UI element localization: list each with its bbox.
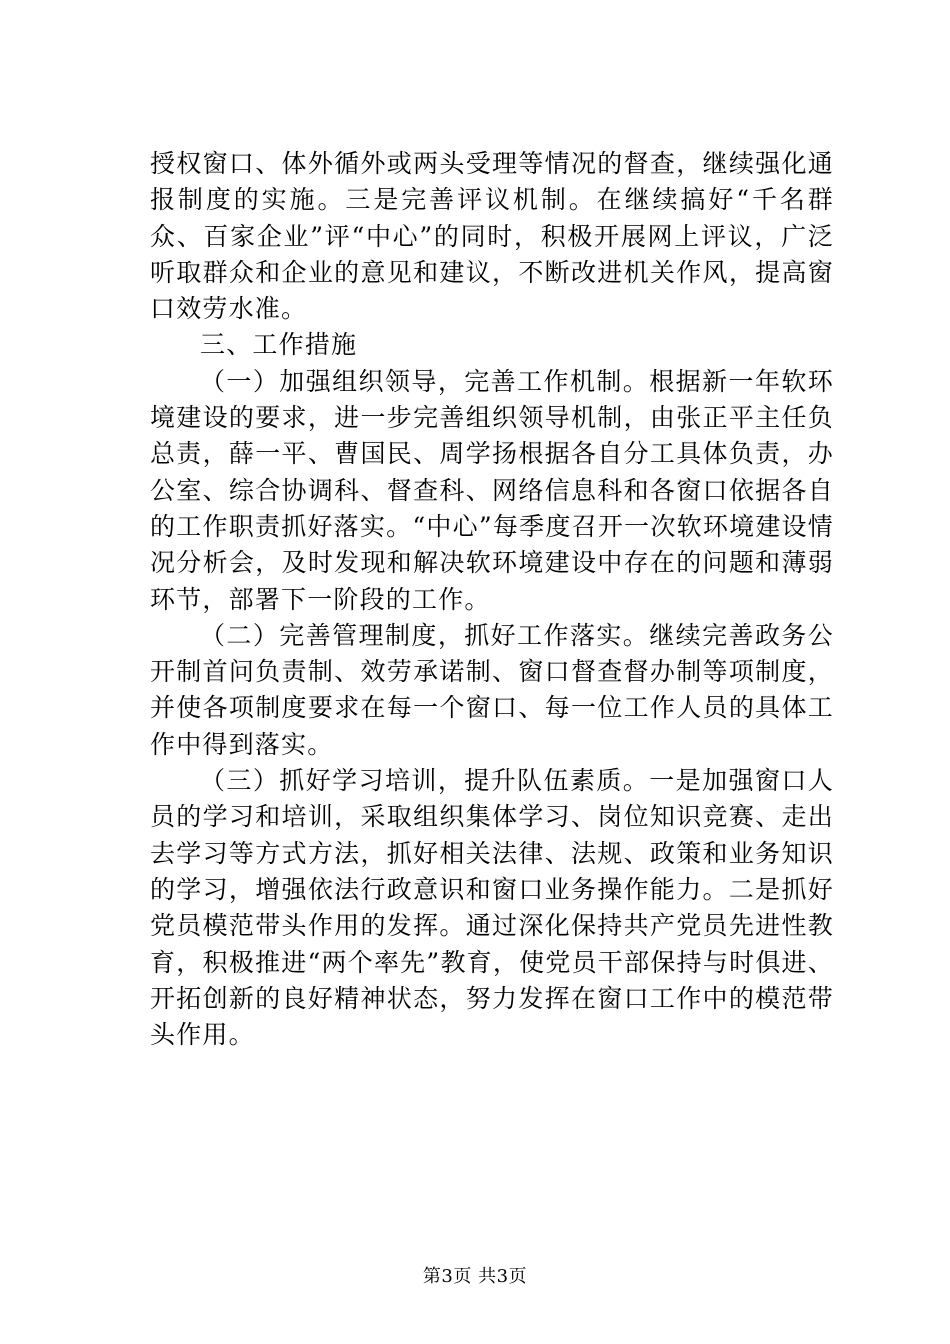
document-body bbox=[150, 146, 834, 1053]
paragraph-measure-3: （三）抓好学习培训，提升队伍素质。一是加强窗口人员的学习和培训，采取组织集体学习、岗位知识竞赛、走出去学习等方式方法，抓好相关法律、法规、政策和业务知识的学习，增强依法行政意识和窗口业务操作能力。二是抓好党员模范带头作用的发挥。通过深化保持共产党员先进性教育，积极推进“两个率先”教育，使党员干部保持与时俱进、开拓创新的良好精神状态，努力发挥在窗口工作中的模范带头作用。 bbox=[150, 766, 834, 1050]
paragraph-measure-2: （二）完善管理制度，抓好工作落实。继续完善政务公开制首问负责制、效劳承诺制、窗口督查督办制等项制度，并使各项制度要求在每一个窗口、每一位工作人员的具体工作中得到落实。 bbox=[150, 620, 834, 759]
section-heading: 三、工作措施 bbox=[200, 330, 358, 360]
paragraph-continued: 授权窗口、体外循外或两头受理等情况的督查，继续强化通报制度的实施。三是完善评议机制。在继续搞好“千名群众、百家企业”评“中心”的同时，积极开展网上评议，广泛听取群众和企业的意见和建议，不断改进机关作风，提高窗口效劳水准。 bbox=[150, 149, 834, 324]
paragraph-measure-1: （一）加强组织领导，完善工作机制。根据新一年软环境建设的要求，进一步完善组织领导机制，由张正平主任负总责，薛一平、曹国民、周学扬根据各自分工具体负责，办公室、综合协调科、督查科、网络信息科和各窗口依据各自的工作职责抓好落实。“中心”每季度召开一次软环境建设情况分析会，及时发现和解决软环境建设中存在的问题和薄弱环节，部署下一阶段的工作。 bbox=[150, 366, 834, 614]
page-number-footer: 第3页 共3页 bbox=[422, 1266, 528, 1287]
